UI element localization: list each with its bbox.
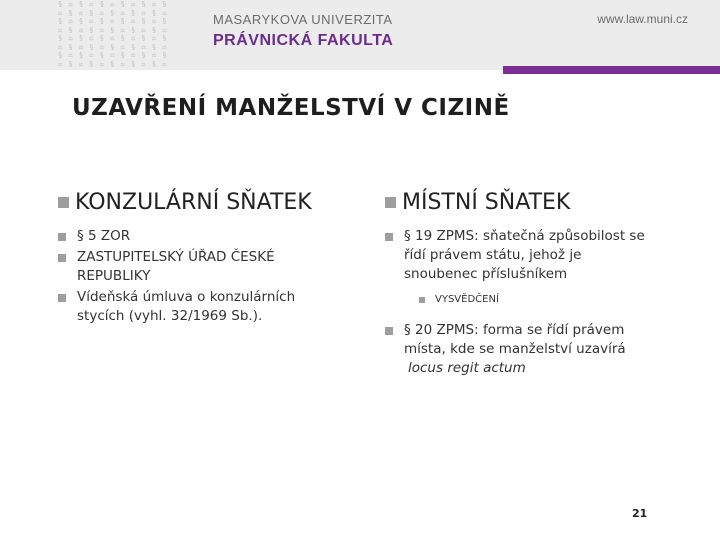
right-heading: [385, 190, 695, 215]
university-name: MASARYKOVA UNIVERZITA: [213, 12, 393, 27]
square-bullet-icon: [385, 327, 393, 335]
left-heading-label: KONZULÁRNÍ SŇATEK: [75, 190, 312, 215]
page-number: 21: [632, 507, 648, 520]
latin-maxim: locus regit actum: [408, 360, 526, 376]
square-bullet-icon: [58, 233, 66, 241]
list-item-text: § 19 ZPMS: sňatečná způsobilost se řídí právem státu, jehož je snoubenec příslušníkem: [404, 228, 645, 282]
right-heading-label: MÍSTNÍ SŇATEK: [402, 190, 571, 215]
list-item-text: ZASTUPITELSKÝ ÚŘAD ČESKÉ REPUBLIKY: [77, 249, 275, 284]
law-symbol-pattern: § ⚖ § ⚖ § ⚖ § ⚖ § ⚖ § ⚖ § ⚖ § ⚖ § ⚖ § ⚖ § ⚖ § ⚖ § ⚖ § ⚖ § ⚖ § ⚖ § ⚖ § ⚖ § ⚖ § ⚖ § ⚖ § ⚖ § ⚖ § ⚖ § ⚖ § ⚖ § ⚖ § ⚖ § ⚖ § ⚖ § ⚖ § ⚖ § ⚖ § ⚖ § ⚖ § ⚖ § ⚖ § ⚖ § ⚖ § ⚖ § ⚖ § ⚖ § ⚖ § ⚖: [58, 0, 168, 68]
sub-list-item: [419, 294, 695, 305]
list-item: [58, 288, 358, 326]
faculty-name: PRÁVNICKÁ FAKULTA: [213, 32, 394, 49]
website-url[interactable]: www.law.muni.cz: [597, 12, 688, 26]
list-item: [385, 321, 695, 378]
sub-list-item-text: VYSVĚDČENÍ: [435, 294, 499, 305]
list-item-text: Vídeňská úmluva o konzulárních stycích (vyhl. 32/1969 Sb.).: [77, 289, 296, 324]
square-bullet-icon: [385, 197, 396, 208]
square-bullet-icon: [58, 294, 66, 302]
header-band: [0, 0, 720, 70]
square-bullet-icon: [419, 297, 425, 303]
list-item-text: § 5 ZOR: [77, 228, 131, 244]
right-column: [385, 190, 695, 380]
list-item: [385, 227, 695, 284]
square-bullet-icon: [385, 233, 393, 241]
list-item: [58, 227, 358, 246]
slide-title: UZAVŘENÍ MANŽELSTVÍ V CIZINĚ: [72, 95, 510, 121]
list-item-content: [404, 321, 654, 378]
list-item: [58, 248, 358, 286]
left-column: [58, 190, 358, 328]
accent-bar: [503, 66, 720, 74]
left-heading: [58, 190, 358, 215]
list-item-text: § 20 ZPMS: forma se řídí právem místa, kde se manželství uzavírá: [404, 322, 626, 357]
square-bullet-icon: [58, 197, 69, 208]
square-bullet-icon: [58, 254, 66, 262]
